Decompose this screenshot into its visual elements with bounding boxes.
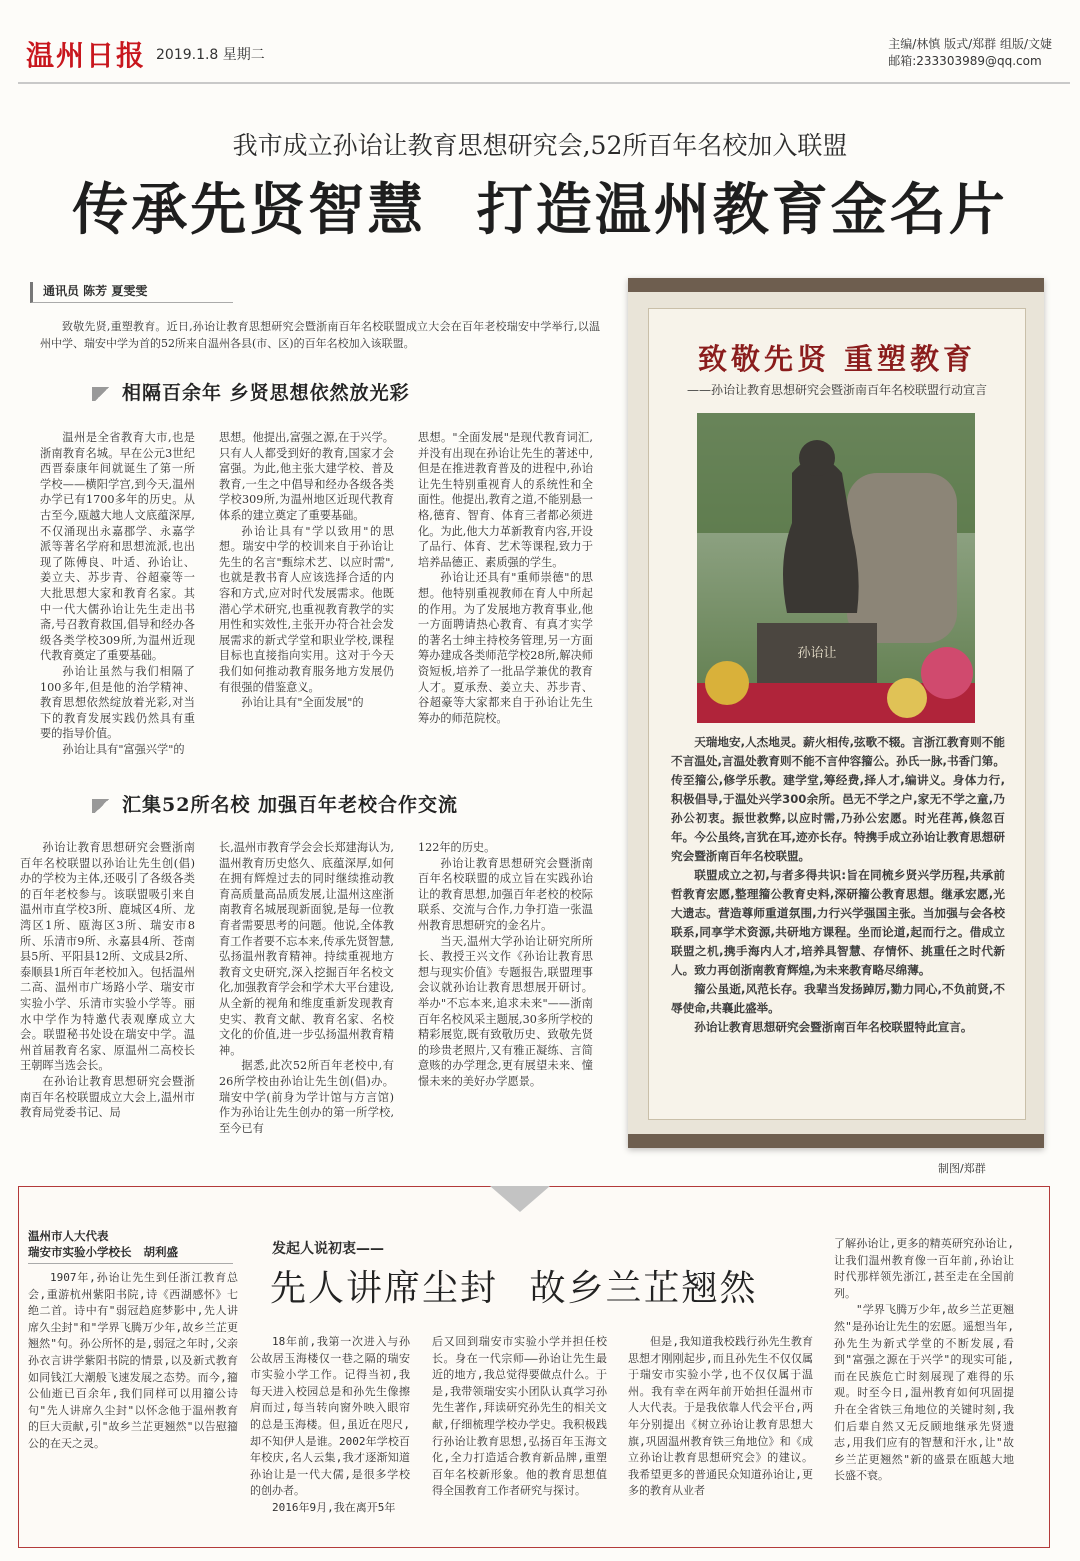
commentary-column-4 <box>628 1334 813 1540</box>
author-role: 瑞安市实验小学校长 <box>28 1245 132 1259</box>
paragraph: 但是,我知道我校践行孙先生教育思想才刚刚起步,而且孙先生不仅仅属于瑞安市实验小学,也不仅仅属于温州。我有幸在两年前开始担任温州市人大代表。于是我依靠人代会平台,两年分别提出《树立孙诒让教育思想大旗,巩固温州教育铁三角地位》和《成立孙诒让教育思想研究会》的建议。我希望更多的普通民众知道孙诒让,更多的教育从业者 <box>628 1335 813 1498</box>
commentary-column-5 <box>834 1236 1014 1540</box>
paragraph: 孙诒让具有"学以致用"的思想。瑞安中学的校训来自于孙诒让先生的名言"甄综术艺、以应时需",也就是教书育人应该选择合适的内容和方式,应对时代发展需求。他既潜心学术研究,也重视教育教学的实用性和实效性,主张开办符合社会发展需求的新式学堂和职业学校,课程目标也直接指向实用。这对于今天我们如何推动教育服务地方发展仍有很强的借鉴意义。 <box>219 524 394 694</box>
paragraph: 孙诒让具有"全面发展"的 <box>241 696 364 710</box>
paragraph: 孙诒让还具有"重师崇德"的思想。他特别重视教师在育人中所起的作用。为了发展地方教育事业,他一方面聘请热心教育、有真才实学的著名士绅主持校务管理,另一方面筹办建成各类师范学校28所,解决师资短板,培养了一批品学兼优的教育人才。夏承焘、姜立夫、苏步青、谷超豪等大家都来自于孙诒让先生筹办的师范院校。 <box>418 571 593 725</box>
section-1-column-1 <box>40 430 195 770</box>
section-2-column-1 <box>20 840 195 1160</box>
paragraph: 天瑞地安,人杰地灵。薪火相传,弦歌不辍。言浙江教育则不能不言温处,言温处教育则不能不言仲容籀公。孙氏一脉,书香门第。传至籀公,修学乐教。建学堂,筹经费,择人才,编讲义。身体力行,积极倡导,于温处兴学300余所。邑无不学之户,家无不学之童,乃孙公初衷。振世救弊,以应时需,乃孙公宏愿。时光荏苒,倏忽百年。今公虽终,言犹在耳,迹亦长存。特携手成立孙诒让教育思想研究会暨浙南百年名校联盟。 <box>671 735 1005 863</box>
section-1-heading <box>92 378 410 405</box>
paragraph: 长,温州市教育学会会长郑建海认为,温州教育历史悠久、底蕴深厚,如何在拥有辉煌过去的同时继续推动教育高质量高品质发展,让温州这座浙南教育名城展现新面貌,是每一位教育者需要思考的问题。他说,全体教育工作者要不忘本来,传承先贤智慧,弘扬温州教育精神。持续重视地方教育文史研究,深入挖掘百年名校文化,加强教育学会和学术大平台建设,从全新的视角和维度重新发现教育史实、教育文献、教育名家、名校文化的价值,进一步弘扬温州教育精神。 <box>219 841 394 1057</box>
commentary-column-1 <box>28 1270 238 1540</box>
paragraph: 思想。他提出,富强之源,在于兴学。只有人人都受到好的教育,国家才会富强。为此,他主张大建学校、普及教育,一生之中倡导和经办各级各类学校309所,为温州地区近现代教育体系的建立奠定了重要基础。 <box>219 431 394 522</box>
commentary-column-2 <box>250 1334 410 1540</box>
masthead <box>18 30 1070 84</box>
editor-credits <box>888 36 1052 70</box>
statue-photo <box>697 413 975 723</box>
section-2-column-2 <box>219 840 394 1160</box>
paragraph: 据悉,此次52所百年老校中,有26所学校由孙诒让先生创(倡)办。瑞安中学(前身为学计馆与方言馆)作为孙诒让先生创办的第一所学校,至今已有 <box>219 1059 394 1135</box>
author-role: 温州市人大代表 <box>28 1229 109 1243</box>
declaration-scroll <box>628 278 1044 1148</box>
paragraph: 孙诒让教育思想研究会暨浙南百年名校联盟的成立旨在实践孙诒让的教育思想,加强百年老校的校际联系、交流与合作,力争打造一张温州教育思想研究的金名片。 <box>418 856 593 932</box>
section-1-column-3 <box>418 430 593 770</box>
paragraph: 后又回到瑞安市实验小学并担任校长。身在一代宗师——孙诒让先生最近的地方,我总觉得要做点什么。于是,我带领瑞安实小团队认真学习孙先生著作,拜读研究孙先生的相关文献,仔细梳理学校办学史。我积极践行孙诒让教育思想,弘扬百年玉海文化,全力打造适合教育新品牌,重塑百年名校新形象。他的教育思想值得全国教育工作者研究与探讨。 <box>432 1335 607 1498</box>
paragraph: 在孙诒让教育思想研究会暨浙南百年名校联盟成立大会上,温州市教育局党委书记、局 <box>20 1074 195 1120</box>
article-kicker: 我市成立孙诒让教育思想研究会,52所百年名校加入联盟 <box>232 131 848 160</box>
paragraph: 联盟成立之初,与者多得共识:旨在同梳乡贤兴学历程,共承前哲教育宏愿,整理籀公教育史料,深研籀公教育思想。继承宏愿,光大遗志。营造尊师重道氛围,力行兴学强国主张。当加强与会各校联系,同享学术资源,共研地方课程。坐而论道,起而行之。借成立联盟之机,携手海内人才,培养具智慧、存情怀、挑重任之时代新人。致力再创浙南教育辉煌,为未来教育略尽绵薄。 <box>671 868 1005 977</box>
paragraph: 孙诒让教育思想研究会暨浙南百年名校联盟以孙诒让先生创(倡)办的学校为主体,还吸引了各级各类的百年老校参与。该联盟吸引来自温州市直学校3所、鹿城区4所、龙湾区1所、瓯海区3所、瑞安市8所、乐清市9所、永嘉县4所、苍南县5所、平阳县12所、文成县2所、泰顺县1所百年老校加入。包括温州二高、温州市广场路小学、瑞安市实验小学、乐清市实验小学等。丽水中学作为特邀代表观摩成立大会。联盟秘书处设在瑞安中学。温州首届教育名家、原温州二高校长王朝晖当选会长。 <box>20 841 195 1073</box>
section-2-title: 汇集52所名校 加强百年老校合作交流 <box>122 794 459 816</box>
section-marker <box>92 387 112 401</box>
paragraph: "学界飞腾万少年,故乡兰芷更翘然"是孙诒让先生的宏愿。遥想当年,孙先生为新式学堂的不断发展,看到"富强之源在于兴学"的现实可能,而在民族危亡时刻展现了难得的乐观。时至今日,温州教育如何巩固提升在全省铁三角地位的关键时刻,我们后辈自然又无反顾地继承先贤遗志,用我们应有的智慧和汗水,让"故乡兰芷更翘然"新的盛景在瓯越大地长盛不衰。 <box>834 1303 1014 1483</box>
commentary-title: 先人讲席尘封 故乡兰芷翘然 <box>270 1268 758 1309</box>
scroll-paper <box>648 308 1026 1120</box>
commentary-kicker: 发起人说初衷—— <box>272 1241 384 1257</box>
section-marker <box>92 799 112 813</box>
lead-paragraph <box>40 318 600 352</box>
issue-date: 2019.1.8 星期二 <box>156 47 265 63</box>
paragraph: 思想。"全面发展"是现代教育词汇,并没有出现在孙诒让先生的著述中,但是在推进教育普及的进程中,孙诒让先生特别重视育人的系统性和全面性。他提出,教育之道,不能别悬一格,德育、智育、体育三者都必须进化。为此,他大力革新教育内容,开设了品行、体育、艺术等课程,致力于培养品德正、素质强的学生。 <box>418 431 593 569</box>
commentary-column-3 <box>432 1334 607 1540</box>
paragraph: 122年的历史。 <box>418 841 496 854</box>
scroll-subtitle: ——孙诒让教育思想研究会暨浙南百年名校联盟行动宣言 <box>686 383 987 397</box>
section-2-heading <box>92 790 458 817</box>
article-headline: 传承先贤智慧 打造温州教育金名片 <box>72 178 1008 243</box>
author-info <box>28 1228 233 1264</box>
paragraph: 籀公虽逝,风范长存。我辈当发扬踔厉,勠力同心,不负前贤,不辱使命,共襄此盛举。 <box>671 982 1005 1015</box>
paragraph: 温州是全省教育大市,也是浙南教育名城。早在公元3世纪西晋泰康年间就诞生了第一所学校——横阳学宫,到今天,温州办学已有1700多年的历史。从古至今,瓯越大地人文底蕴深厚,不仅涌现出永嘉郡学、永嘉学派等著名学府和思想流派,也出现了陈傅良、叶适、孙诒让、姜立夫、苏步青、谷超豪等一大批思想大家和教育名家。其中一代大儒孙诒让先生走出书斋,号召教育救国,倡导和经办各级各类学校309所,为温州近现代教育奠定了重要基础。 <box>40 431 195 663</box>
paragraph: 1907年,孙诒让先生到任浙江教育总会,重游杭州紫阳书院,诗《西湖感怀》七绝二首。诗中有"弱冠趋庭梦影中,先人讲席久尘封"和"学界飞腾万少年,故乡兰芷更翘然"句。孙公所怀的是,弱冠之年时,父亲孙衣言讲学紫阳书院的情景,以及新式教育如同钱江大潮般飞速发展之态势。而今,籀公仙逝已百余年,我们同样可以用籀公诗句"先人讲席久尘封"以怀念他于温州教育的巨大贡献,引"故乡兰芷更翘然"以告慰籀公的在天之灵。 <box>28 1271 238 1450</box>
statue-caption: 孙诒让 <box>797 646 837 661</box>
credits-editors: 主编/林慎 版式/郑群 组版/文婕 <box>888 37 1052 51</box>
paragraph: 当天,温州大学孙诒让研究所所长、教授王兴文作《孙诒让教育思想与现实价值》专题报告,联盟理事会议就孙诒让教育思想展开研讨。举办"不忘本来,追求未来"——浙南百年名校风采主题展,30多所学校的精彩展览,既有致敬历史、致敬先贤的珍贵老照片,又有雅正凝练、言简意赅的办学理念,更有展望未来、憧憬未来的美好办学愿景。 <box>418 934 593 1088</box>
section-2-column-3 <box>418 840 593 1160</box>
arrow-down-icon <box>490 1186 550 1212</box>
credits-email: 邮箱:233303989@qq.com <box>888 54 1042 68</box>
paragraph: 孙诒让虽然与我们相隔了100多年,但是他的治学精神、教育思想依然绽放着光彩,对当下的教育发展实践仍然具有重要的指导价值。 <box>40 664 195 741</box>
paper-name: 温州日报 <box>26 39 147 72</box>
paragraph: 了解孙诒让,更多的精英研究孙诒让,让我们温州教育像一百年前,孙诒让时代那样领先浙江,甚至走在全国前列。 <box>834 1237 1014 1300</box>
author-name: 胡利盛 <box>143 1245 179 1259</box>
scroll-title: 致敬先贤 重塑教育 <box>697 342 977 376</box>
lead-text: 致敬先贤,重塑教育。近日,孙诒让教育思想研究会暨浙南百年名校联盟成立大会在百年老校瑞安中学举行,以温州中学、瑞安中学为首的52所来自温州各县(市、区)的百年名校加入该联盟。 <box>40 320 600 350</box>
section-1-title: 相隔百余年 乡贤思想依然放光彩 <box>122 382 410 404</box>
graphic-credit: 制图/郑群 <box>938 1162 986 1175</box>
paragraph: 2016年9月,我在离开5年 <box>272 1500 396 1514</box>
paragraph: 孙诒让具有"富强兴学"的 <box>62 742 185 756</box>
paragraph: 孙诒让教育思想研究会暨浙南百年名校联盟特此宣言。 <box>694 1020 973 1034</box>
declaration-text <box>671 733 1005 1037</box>
byline: 通讯员 陈芳 夏雯雯 <box>30 282 233 303</box>
section-1-column-2 <box>219 430 394 770</box>
paragraph: 18年前,我第一次进入与孙公故居玉海楼仅一巷之隔的瑞安市实验小学工作。记得当初,我每天进入校园总是和孙先生像擦肩而过,每当转向窗外映入眼帘的总是玉海楼。但,虽近在咫尺,却不知伊人是谁。2002年学校百年校庆,名人云集,我才逐渐知道孙诒让是一代大儒,是很多学校的创办者。 <box>250 1335 410 1498</box>
